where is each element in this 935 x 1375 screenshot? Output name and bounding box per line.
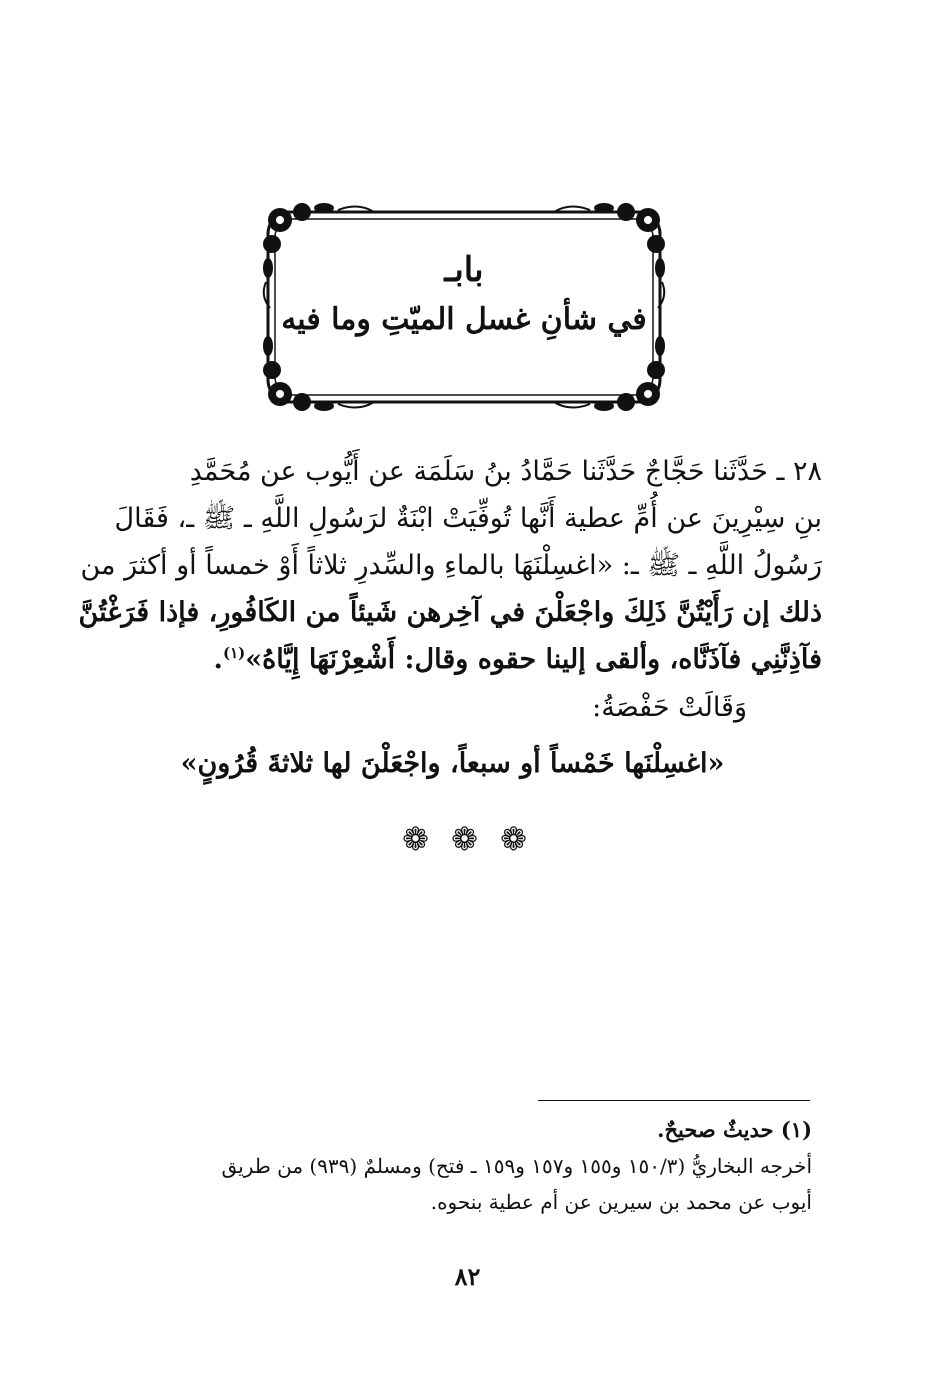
chapter-label: بابـ xyxy=(444,250,484,290)
footnote-divider xyxy=(538,1100,810,1101)
footnote-heading: (١) حديثٌ صحيحٌ. xyxy=(657,1117,812,1142)
hafsa-quote: «اغسِلْنَها خَمْساً أو سبعاً، واجْعَلْنَ لها ثلاثةَ قُرُونٍ» xyxy=(180,748,725,779)
chapter-frame xyxy=(258,198,670,416)
hadith-line: ذلك إن رَأَيْتُنَّ ذَلِكَ واجْعَلْنَ في آخِرهن شَيئاً من الكَافُورِ، فإذا فَرَغْتُنَّ xyxy=(78,597,822,628)
footnote-reference[interactable]: (١) xyxy=(222,644,246,662)
section-divider-ornaments: ❁ ❁ ❁ xyxy=(402,820,533,858)
hadith-line: بنِ سِيْرِينَ عن أُمِّ عطية أَنَّها تُوفِّيَتْ ابْنَةٌ لرَسُولِ اللَّهِ ـ ﷺ ـ، فَقَالَ xyxy=(114,503,822,534)
hadith-line: فآذِنَّنِي فآذَنَّاه، وألقى إلينا حقوه وقال: أَشْعِرْنَهَا إِيَّاهُ» xyxy=(245,644,822,675)
sentence-end-mark: . xyxy=(213,644,223,675)
page-number: ٨٢ xyxy=(454,1262,481,1291)
footnote xyxy=(108,1112,812,1220)
hadith-line: رَسُولُ اللَّهِ ـ ﷺ ـ: «اغسِلْنَهَا بالماءِ والسِّدرِ ثلاثاً أَوْ خمساً أو أكثرَ من xyxy=(80,550,822,581)
footnote-text-line: أيوب عن محمد بن سيرين عن أم عطية بنحوه. xyxy=(430,1190,812,1214)
hadith-line-last xyxy=(108,636,822,683)
footnote-text-line: أخرجه البخاريُّ (١٥٠/٣ و١٥٥ و١٥٧ و١٥٩ ـ فتح) ومسلمٌ (٩٣٩) من طريق xyxy=(221,1154,812,1178)
hadith-text xyxy=(78,448,822,683)
chapter-title: في شأنِ غسل الميّتِ وما فيه xyxy=(281,302,647,337)
hafsa-intro: وَقَالَتْ حَفْصَةُ: xyxy=(592,692,747,723)
hadith-line: ٢٨ ـ حَدَّثَنا حَجَّاجٌ حَدَّثَنا حَمَّادُ بنُ سَلَمَة عن أَيُّوب عن مُحَمَّدِ xyxy=(189,456,822,487)
